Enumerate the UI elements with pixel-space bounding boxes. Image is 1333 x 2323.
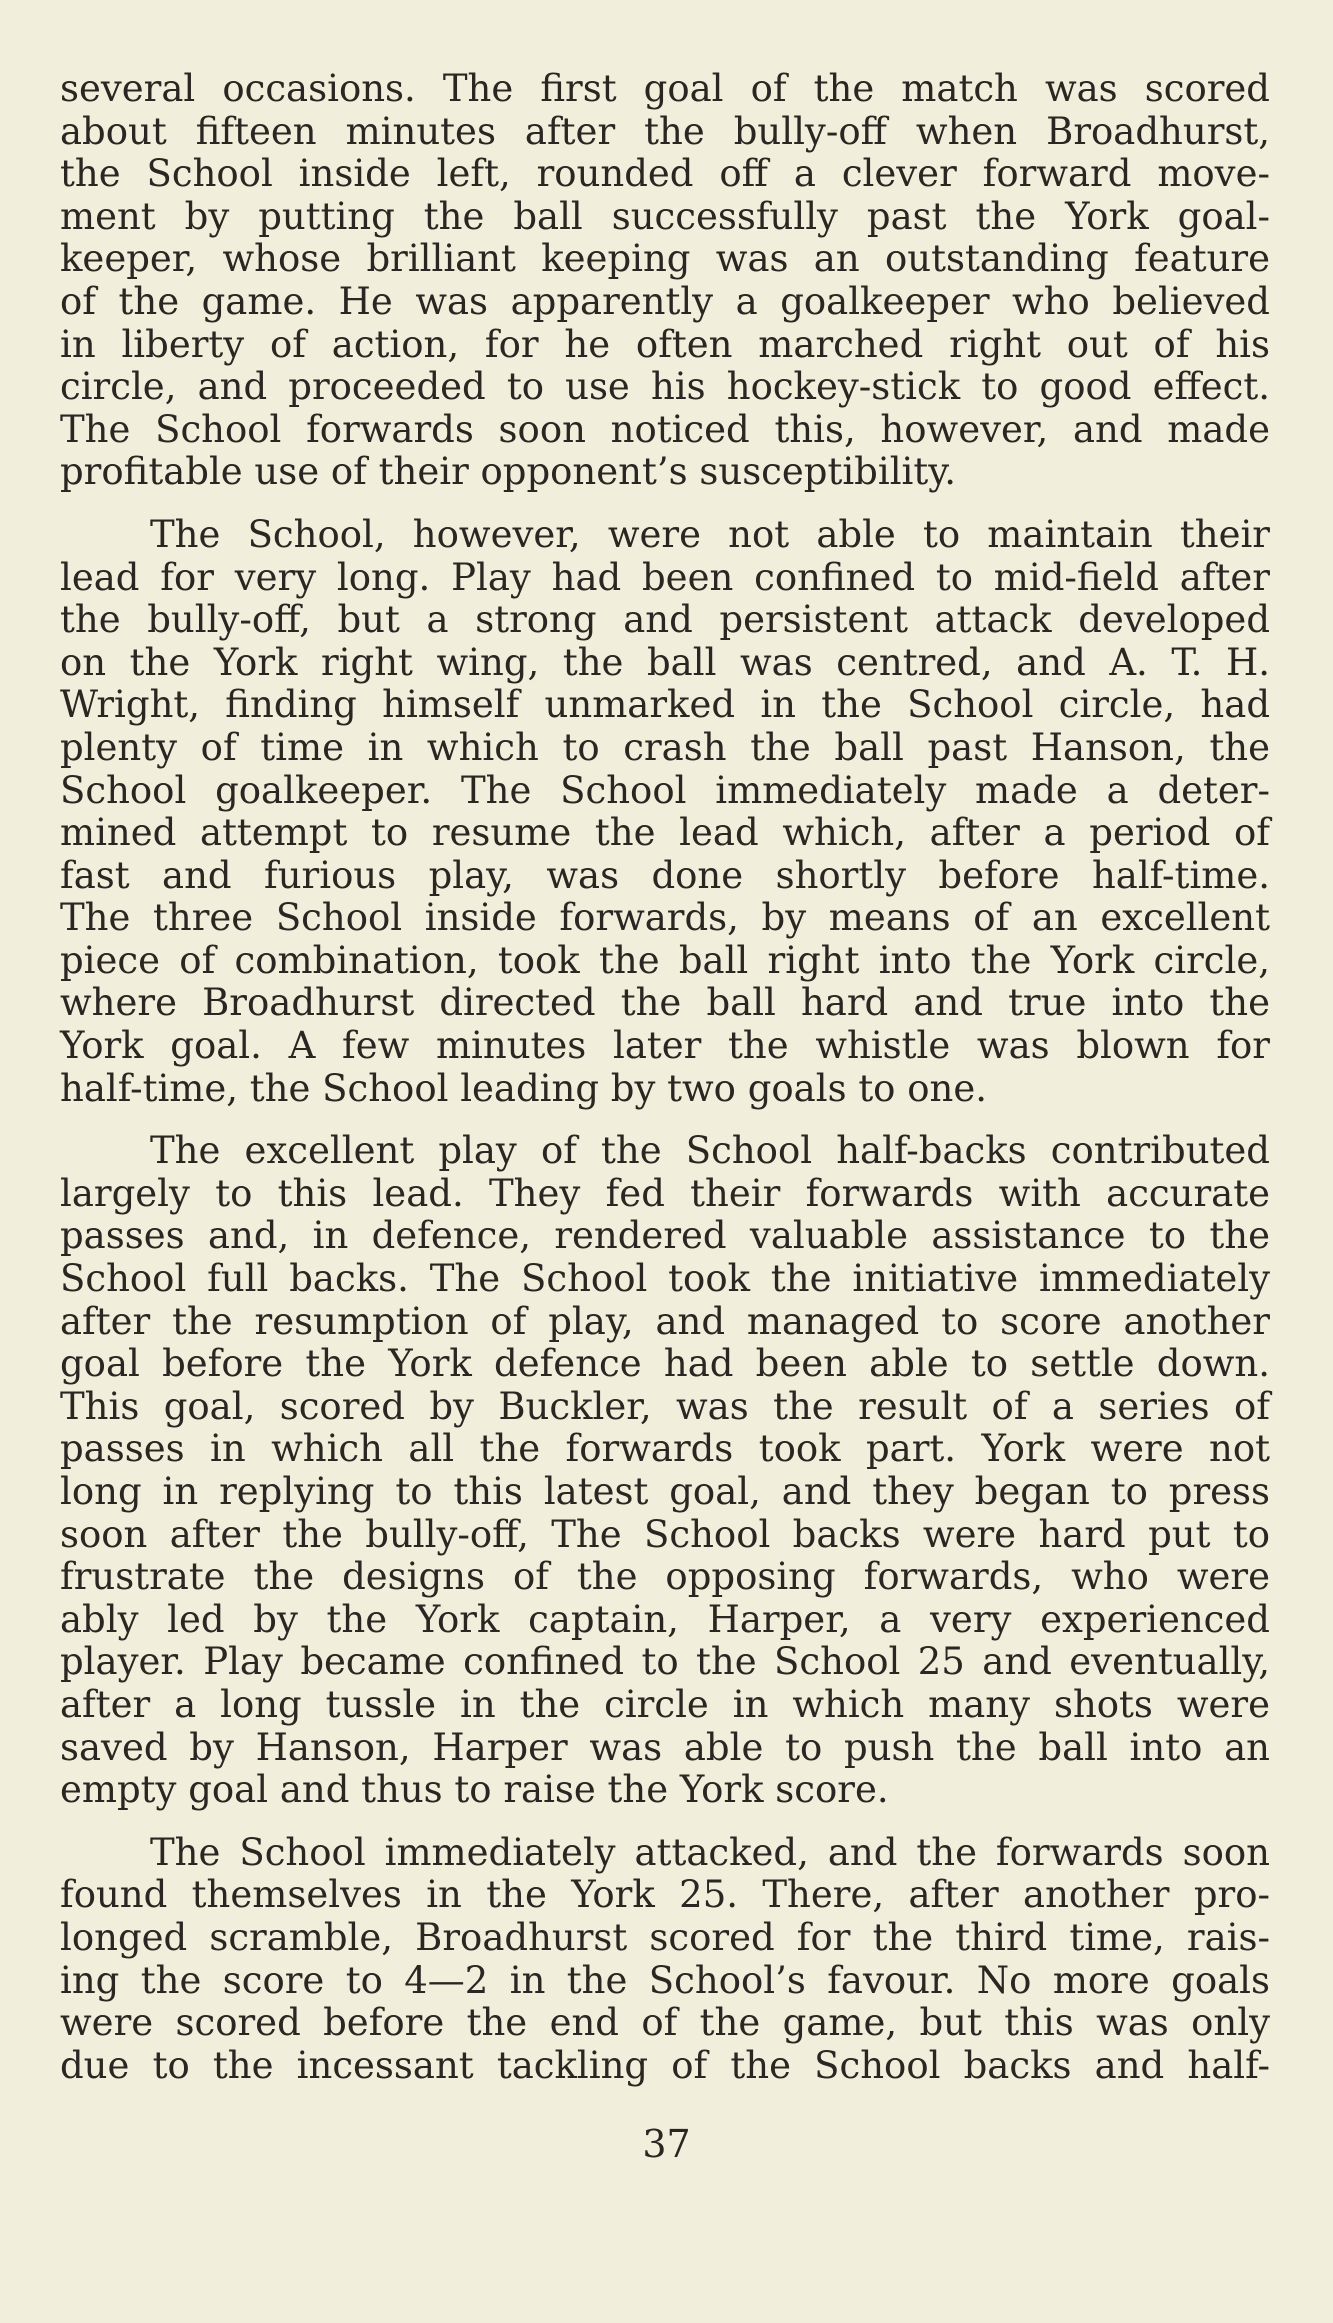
- text-line: player. Play became confined to the School 25 and eventually,: [60, 1640, 1270, 1684]
- text-line: profitable use of their opponent’s susceptibility.: [60, 450, 956, 494]
- text-line: saved by Hanson, Harper was able to push the ball into an: [60, 1725, 1270, 1769]
- text-line: on the York right wing, the ball was centred, and A. T. H.: [60, 640, 1270, 684]
- text-line: long in replying to this latest goal, and they began to press: [60, 1470, 1270, 1513]
- text-line: half-time, the School leading by two goals to one.: [60, 1066, 987, 1110]
- paragraph-gap: [60, 1812, 1270, 1832]
- paragraph: [60, 514, 1270, 1110]
- text-line: The School, however, were not able to maintain their: [150, 512, 1270, 556]
- text-line: mined attempt to resume the lead which, after a period of: [60, 811, 1270, 855]
- text-line: soon after the bully-off, The School backs were hard put to: [60, 1512, 1270, 1556]
- text-line: piece of combination, took the ball right into the York circle,: [60, 938, 1270, 982]
- text-line: largely to this lead. They fed their forwards with accurate: [60, 1171, 1270, 1215]
- text-line: The excellent play of the School half-backs contributed: [150, 1129, 1270, 1173]
- text-line: of the game. He was apparently a goalkeeper who believed: [60, 279, 1270, 323]
- paragraph: [60, 1130, 1270, 1812]
- paragraph: [60, 68, 1270, 494]
- page-number: 37: [642, 2122, 691, 2166]
- text-line: plenty of time in which to crash the ball past Hanson, the: [60, 725, 1270, 769]
- text-line: longed scramble, Broadhurst scored for the third time, rais-: [60, 1915, 1270, 1959]
- text-line: ably led by the York captain, Harper, a very experienced: [60, 1597, 1270, 1641]
- text-line: goal before the York defence had been able to settle down.: [60, 1342, 1270, 1386]
- body-text: [60, 68, 1270, 2087]
- text-line: ment by putting the ball successfully past the York goal-: [60, 194, 1270, 238]
- text-line: passes in which all the forwards took part. York were not: [60, 1427, 1270, 1471]
- text-line: the School inside left, rounded off a clever forward move-: [60, 152, 1270, 196]
- text-line: School goalkeeper. The School immediately made a deter-: [60, 768, 1270, 812]
- text-line: circle, and proceeded to use his hockey-stick to good effect.: [60, 365, 1270, 409]
- text-line: This goal, scored by Buckler, was the result of a series of: [60, 1384, 1270, 1428]
- text-line: due to the incessant tackling of the School backs and half-: [60, 2043, 1270, 2087]
- text-line: fast and furious play, was done shortly before half-time.: [60, 853, 1270, 897]
- paragraph: [60, 1832, 1270, 2088]
- text-line: Wright, finding himself unmarked in the School circle, had: [60, 683, 1270, 727]
- text-line: ing the score to 4—2 in the School’s favour. No more goals: [60, 1958, 1270, 2002]
- text-line: The School immediately attacked, and the forwards soon: [150, 1830, 1270, 1874]
- paragraph-gap: [60, 1110, 1270, 1130]
- paragraph-gap: [60, 494, 1270, 514]
- text-line: after the resumption of play, and managed to score another: [60, 1299, 1270, 1343]
- text-line: School full backs. The School took the initiative immediately: [60, 1257, 1270, 1301]
- text-line: keeper, whose brilliant keeping was an outstanding feature: [60, 237, 1270, 281]
- text-line: where Broadhurst directed the ball hard and true into the: [60, 981, 1270, 1025]
- text-line: The School forwards soon noticed this, however, and made: [60, 407, 1270, 451]
- text-line: in liberty of action, for he often marched right out of his: [60, 322, 1270, 366]
- text-line: lead for very long. Play had been confined to mid-field after: [60, 555, 1270, 599]
- text-line: several occasions. The first goal of the match was scored: [60, 67, 1270, 110]
- text-line: passes and, in defence, rendered valuable assistance to the: [60, 1214, 1270, 1258]
- text-line: after a long tussle in the circle in which many shots were: [60, 1682, 1270, 1726]
- text-line: empty goal and thus to raise the York score.: [60, 1768, 889, 1812]
- text-line: were scored before the end of the game, but this was only: [60, 2001, 1270, 2045]
- text-line: found themselves in the York 25. There, after another pro-: [60, 1873, 1270, 1917]
- text-line: York goal. A few minutes later the whistle was blown for: [60, 1024, 1270, 1068]
- text-line: The three School inside forwards, by means of an excellent: [60, 896, 1270, 940]
- text-line: the bully-off, but a strong and persistent attack developed: [60, 598, 1270, 642]
- text-line: about fifteen minutes after the bully-off when Broadhurst,: [60, 109, 1270, 153]
- text-line: frustrate the designs of the opposing forwards, who were: [60, 1555, 1270, 1599]
